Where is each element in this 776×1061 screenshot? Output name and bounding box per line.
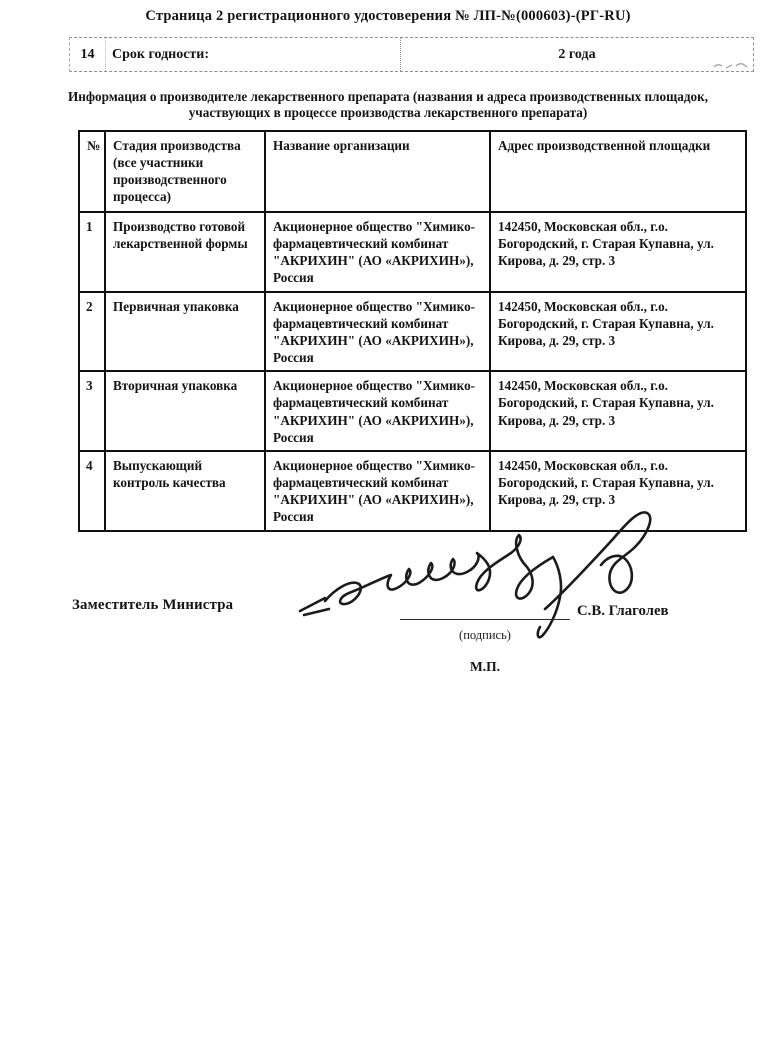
table-header-row (79, 131, 746, 212)
row-number-cell: 2 (79, 292, 105, 372)
col-header-stage: Стадия производства (все участники производственного процесса) (105, 131, 265, 212)
table-row (79, 451, 746, 531)
shelf-life-label: Срок годности: (112, 46, 210, 62)
shelf-life-row-number: 14 (70, 38, 106, 71)
row-org-cell: Акционерное общество "Химико-фармацевтический комбинат "АКРИХИН" (АО «АКРИХИН»), Россия (265, 292, 490, 372)
manufacturer-table (78, 130, 747, 532)
row-org-cell: Акционерное общество "Химико-фармацевтический комбинат "АКРИХИН" (АО «АКРИХИН»), Россия (265, 212, 490, 292)
row-address-cell: 142450, Московская обл., г.о. Богородский, г. Старая Купавна, ул. Кирова, д. 29, стр. 3 (490, 212, 746, 292)
signer-name: С.В. Глаголев (577, 603, 669, 619)
shelf-life-row (69, 37, 754, 72)
row-address-cell: 142450, Московская обл., г.о. Богородский, г. Старая Купавна, ул. Кирова, д. 29, стр. 3 (490, 451, 746, 531)
table-row (79, 292, 746, 372)
row-address-cell: 142450, Московская обл., г.о. Богородский, г. Старая Купавна, ул. Кирова, д. 29, стр. 3 (490, 371, 746, 451)
row-stage-cell: Вторичная упаковка (105, 371, 265, 451)
manufacturer-table-body (79, 212, 746, 531)
row-stage-cell: Выпускающий контроль качества (105, 451, 265, 531)
col-header-address: Адрес производственной площадки (490, 131, 746, 212)
col-header-number: № (79, 131, 105, 212)
row-org-cell: Акционерное общество "Химико-фармацевтический комбинат "АКРИХИН" (АО «АКРИХИН»), Россия (265, 451, 490, 531)
table-row (79, 371, 746, 451)
row-stage-cell: Первичная упаковка (105, 292, 265, 372)
signature-line (400, 602, 570, 620)
manufacturer-info-paragraph: Информация о производителе лекарственного препарата (названия и адреса производственных площадок, участвующих в процессе производства лекарственного препарата) (68, 89, 708, 121)
row-address-cell: 142450, Московская обл., г.о. Богородский, г. Старая Купавна, ул. Кирова, д. 29, стр. 3 (490, 292, 746, 372)
signature-caption: (подпись) (459, 628, 511, 642)
col-header-organization: Название организации (265, 131, 490, 212)
row-org-cell: Акционерное общество "Химико-фармацевтический комбинат "АКРИХИН" (АО «АКРИХИН»), Россия (265, 371, 490, 451)
signer-position-title: Заместитель Министра (72, 597, 234, 613)
page-title: Страница 2 регистрационного удостоверения № ЛП-№(000603)-(РГ-RU) (145, 8, 631, 24)
row-number-cell: 3 (79, 371, 105, 451)
table-row (79, 212, 746, 292)
row-number-cell: 4 (79, 451, 105, 531)
shelf-life-value: 2 года (400, 38, 753, 71)
row-number-cell: 1 (79, 212, 105, 292)
row-stage-cell: Производство готовой лекарственной формы (105, 212, 265, 292)
stamp-place-label: М.П. (470, 659, 500, 674)
